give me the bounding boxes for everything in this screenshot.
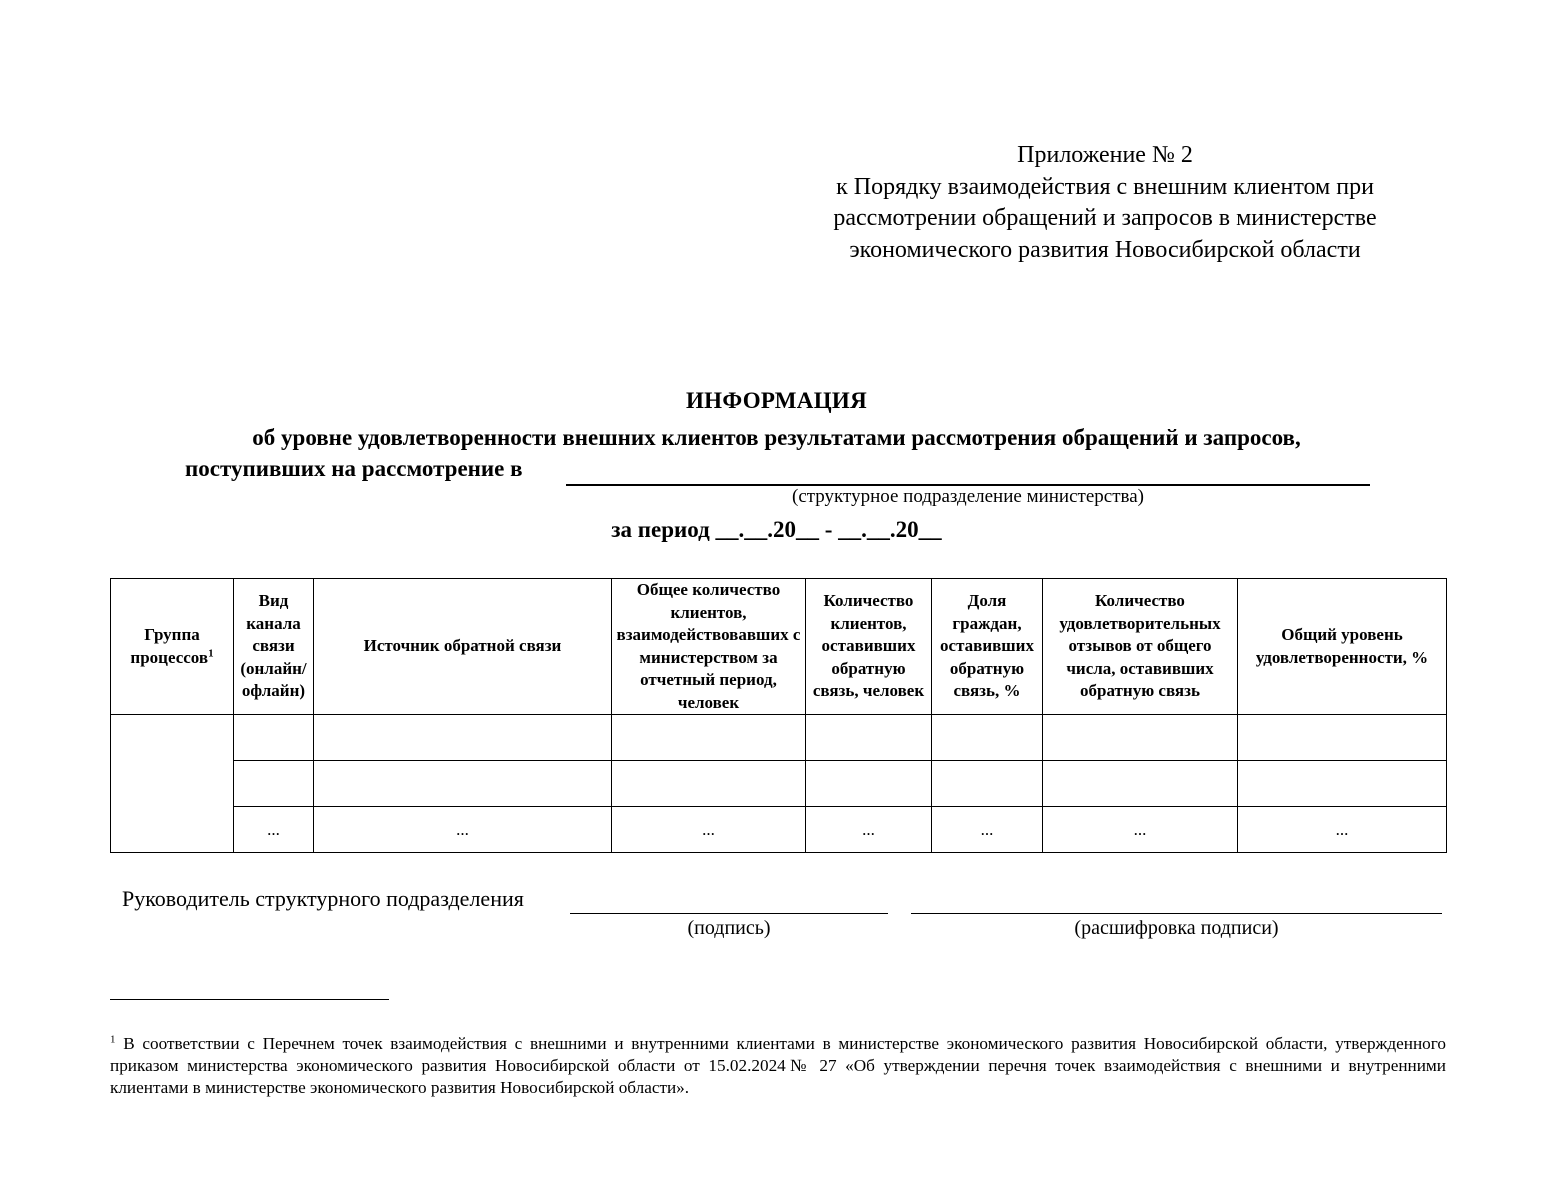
table-cell[interactable] (1238, 761, 1447, 807)
process-group-cell[interactable] (111, 715, 234, 853)
annex-header (780, 140, 1430, 266)
header-total-clients: Общее количество клиентов, взаимодействовавших с министерством за отчетный период, человек (612, 579, 806, 715)
annex-line: к Порядку взаимодействия с внешним клиентом при (836, 173, 1374, 200)
table-cell[interactable] (932, 715, 1043, 761)
table-cell[interactable] (806, 761, 932, 807)
table-cell[interactable] (612, 715, 806, 761)
table-row (111, 715, 1447, 761)
footnote-text: В соответствии с Перечнем точек взаимодействия с внешними и внутренними клиентами в министерстве экономического развития Новосибирской области, утвержденного приказом министерства экономического развития Новосибирской области от 15.02.2024№ 27 «Об утверждении перечня точек взаимодействия с внешними и внутренними клиентами в министерстве экономического развития Новосибирской области». (110, 1034, 1446, 1097)
table-cell[interactable] (932, 761, 1043, 807)
table-cell[interactable] (1043, 715, 1238, 761)
header-channel-type: Вид канала связи (онлайн/ офлайн) (234, 579, 314, 715)
footnote (110, 1033, 1446, 1099)
table-cell[interactable] (314, 715, 612, 761)
document-subtitle-line-1: об уровне удовлетворенности внешних клиентов результатами рассмотрения обращений и запросов, (252, 425, 1301, 450)
signature-decoding-line[interactable] (911, 913, 1442, 914)
table-cell[interactable]: ... (1238, 807, 1447, 853)
header-satisfactory-reviews: Количество удовлетворительных отзывов от общего числа, оставивших обратную связь (1043, 579, 1238, 715)
footnote-mark: 1 (208, 646, 214, 659)
table-cell[interactable] (234, 715, 314, 761)
table-cell[interactable] (806, 715, 932, 761)
footnote-mark: 1 (110, 1033, 116, 1046)
report-table (110, 578, 1447, 853)
signature-caption: (подпись) (687, 917, 771, 939)
header-feedback-share: Доля граждан, оставивших обратную связь, % (932, 579, 1043, 715)
table-header-row (111, 579, 1447, 715)
table-cell[interactable] (314, 761, 612, 807)
table-cell[interactable]: ... (612, 807, 806, 853)
table-row (111, 761, 1447, 807)
table-cell[interactable]: ... (932, 807, 1043, 853)
table-cell[interactable]: ... (314, 807, 612, 853)
reporting-period: за период __.__.20__ - __.__.20__ (611, 517, 942, 542)
table-cell[interactable] (234, 761, 314, 807)
header-satisfaction-level: Общий уровень удовлетворенности, % (1238, 579, 1447, 715)
signature-decoding-caption: (расшифровка подписи) (1074, 917, 1279, 939)
header-feedback-clients: Количество клиентов, оставивших обратную связь, человек (806, 579, 932, 715)
table-cell[interactable]: ... (234, 807, 314, 853)
annex-line: Приложение № 2 (1017, 142, 1193, 168)
annex-line: экономического развития Новосибирской области (849, 236, 1361, 263)
header-feedback-source: Источник обратной связи (314, 579, 612, 715)
signer-label: Руководитель структурного подразделения (122, 886, 524, 911)
signature-line[interactable] (570, 913, 888, 914)
footnote-separator (110, 999, 389, 1000)
table-row (111, 807, 1447, 853)
annex-line: рассмотрении обращений и запросов в министерстве (833, 205, 1377, 231)
table-cell[interactable] (1238, 715, 1447, 761)
table-cell[interactable] (1043, 761, 1238, 807)
department-caption: (структурное подразделение министерства) (792, 486, 1144, 507)
document-subtitle-line-2: поступивших на рассмотрение в (185, 456, 523, 481)
document-title: ИНФОРМАЦИЯ (685, 388, 868, 413)
table-cell[interactable]: ... (806, 807, 932, 853)
header-process-group-text: Группа процессов (130, 625, 209, 667)
table-cell[interactable] (612, 761, 806, 807)
table-cell[interactable]: ... (1043, 807, 1238, 853)
header-process-group (111, 579, 234, 715)
